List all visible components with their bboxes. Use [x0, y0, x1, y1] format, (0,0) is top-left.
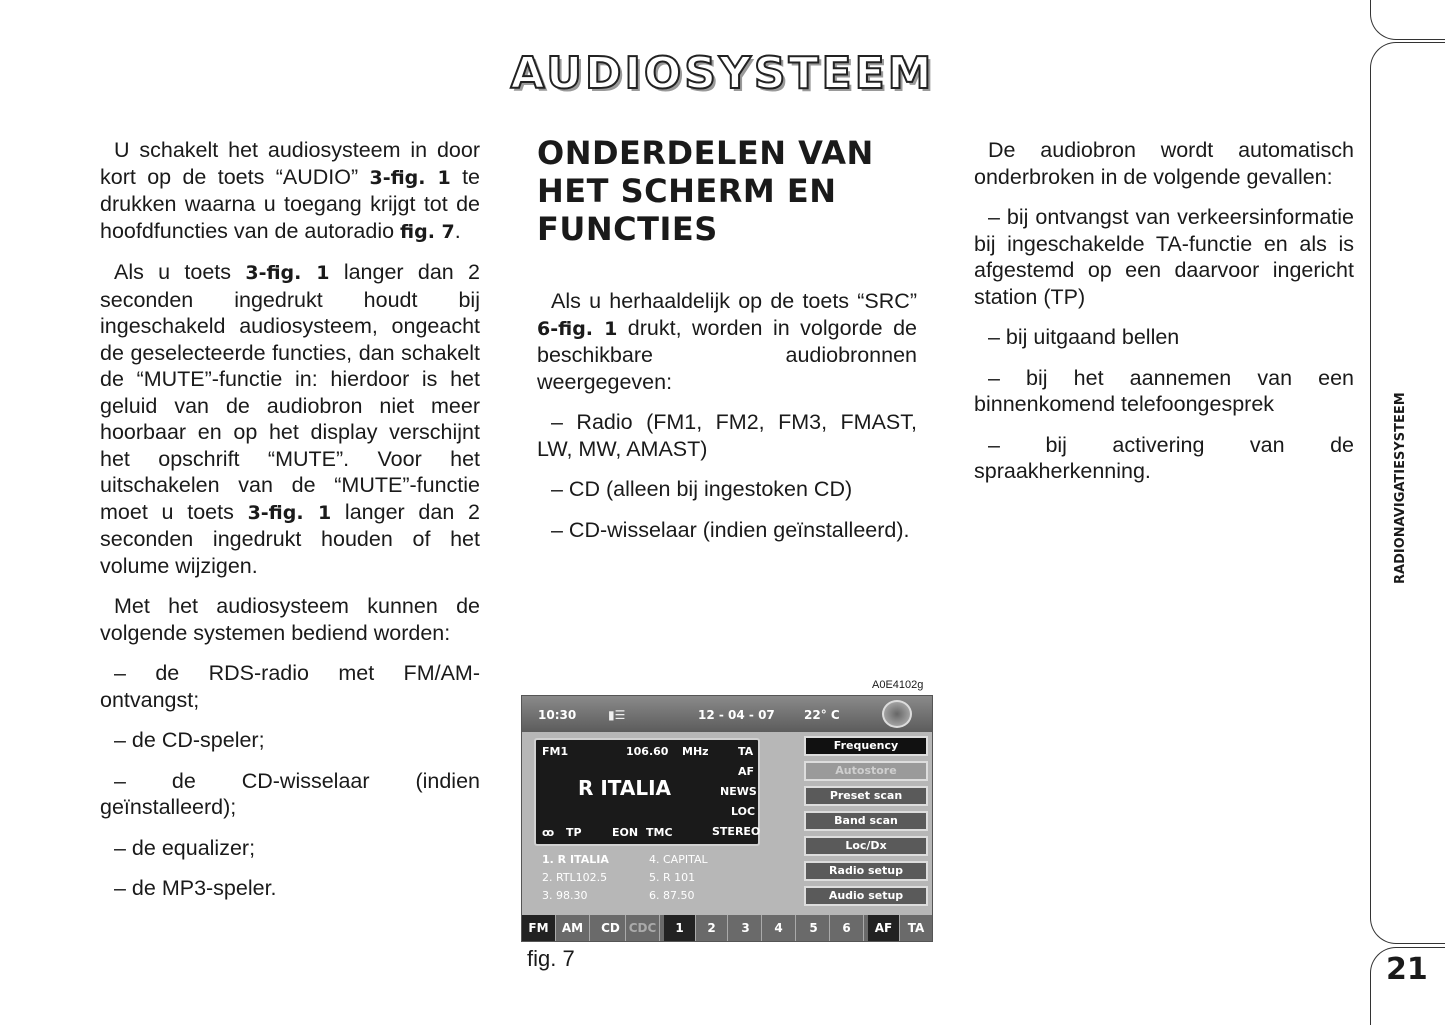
flag-stereo: STEREO — [712, 825, 761, 838]
preset-item[interactable]: 1. R ITALIA — [542, 853, 609, 866]
paragraph: U schakelt het audiosysteem in door kort op de toets “AUDIO” 3-fig. 1 te drukken waarna u toegang krijgt tot de hoofdfuncties van de autoradio fig. 7. — [100, 138, 481, 243]
list-item: – bij uitgaand bellen — [988, 325, 1180, 349]
tp-label: TP — [566, 826, 582, 839]
preset-item[interactable]: 6. 87.50 — [649, 889, 695, 902]
radio-screen-figure — [521, 695, 933, 942]
page-number: 21 — [1386, 952, 1428, 987]
autostore-button[interactable]: Autostore — [804, 761, 928, 781]
cd-button[interactable]: CD — [596, 915, 626, 941]
loc-dx-button[interactable]: Loc/Dx — [804, 836, 928, 856]
flag-af: AF — [738, 765, 755, 778]
ta-button[interactable]: TA — [907, 921, 925, 935]
tmc-label: TMC — [646, 826, 673, 839]
preset-item[interactable]: 2. RTL102.5 — [542, 871, 608, 884]
flag-ta: TA — [738, 745, 754, 758]
figure-caption: fig. 7 — [527, 946, 575, 971]
fm-button[interactable]: FM — [522, 915, 556, 941]
frequency-value: 106.60 — [626, 745, 669, 758]
figure-code: A0E4102g — [872, 679, 924, 691]
station-name: R ITALIA — [578, 776, 672, 800]
preset-scan-button[interactable]: Preset scan — [804, 786, 928, 806]
audio-setup-button[interactable]: Audio setup — [804, 886, 928, 906]
flag-news: NEWS — [720, 785, 757, 798]
preset-1-button[interactable]: 1 — [664, 915, 696, 941]
tp-icon: ꝏ — [542, 826, 555, 839]
list-item: – bij activering van de spraakherkenning. — [974, 432, 1354, 483]
list-item: – bij ontvangst van verkeersinformatie bij ingeschakelde TA-functie en als is afgestemd op een daarvoor ingericht station (TP) — [974, 205, 1354, 309]
preset-item[interactable]: 4. CAPITAL — [649, 853, 708, 866]
preset-item[interactable]: 5. R 101 — [649, 871, 696, 884]
speaker-icon — [882, 700, 912, 728]
am-button[interactable]: AM — [556, 915, 590, 941]
preset-item[interactable]: 3. 98.30 — [542, 889, 588, 902]
cdc-button[interactable]: CDC — [626, 915, 660, 941]
preset-6-button[interactable]: 6 — [830, 915, 864, 941]
list-item: – de CD-wisselaar (indien geïnstalleerd); — [100, 768, 480, 819]
frequency-button[interactable]: Frequency — [804, 736, 928, 756]
list-item: – bij het aannemen van een binnenkomend telefoongesprek — [974, 365, 1354, 416]
list-item: – de equalizer; — [114, 835, 256, 860]
paragraph: Met het audiosysteem kunnen de volgende systemen bediend worden: — [100, 594, 480, 645]
list-item: – Radio (FM1, FM2, FM3, FMAST, LW, MW, AMAST) — [537, 410, 917, 461]
preset-3-button[interactable]: 3 — [730, 915, 762, 941]
preset-5-button[interactable]: 5 — [798, 915, 830, 941]
radio-setup-button[interactable]: Radio setup — [804, 861, 928, 881]
clock: 10:30 — [538, 708, 577, 722]
band-label: FM1 — [542, 745, 569, 758]
eon-label: EON — [612, 826, 639, 839]
column-left — [100, 137, 480, 916]
source-bar — [522, 915, 932, 941]
af-button[interactable]: AF — [868, 915, 900, 941]
status-bar — [522, 696, 932, 732]
paragraph: De audiobron wordt automatisch onderbroken in de volgende gevallen: — [974, 138, 1354, 189]
band-scan-button[interactable]: Band scan — [804, 811, 928, 831]
column-middle — [537, 134, 917, 557]
preset-2-button[interactable]: 2 — [696, 915, 728, 941]
temperature: 22° C — [804, 708, 840, 722]
chapter-label: RADIONAVIGATIESYSTEEM — [1393, 392, 1408, 584]
section-heading: ONDERDELEN VAN HET SCHERM EN FUNCTIES — [537, 134, 874, 248]
list-item: – de MP3-speler. — [114, 876, 277, 900]
page-title: AUDIOSYSTEEM — [510, 48, 935, 99]
list-item: – de RDS-radio met FM/AM-ontvangst; — [100, 661, 480, 712]
phone-icon: ▮☰ — [608, 708, 626, 722]
tab-top — [1370, 0, 1445, 40]
paragraph: Als u toets 3-fig. 1 langer dan 2 seconden ingedrukt houdt bij ingeschakeld audiosysteem, ongeacht de geselecteerde functies, dan schakelt de “MUTE”-functie in: hierdoor is het geluid van de audiobron niet meer hoorbaar en op het display verschijnt het opschrift “MUTE”. Voor het uitschakelen van de “MUTE”-functie moet u toets 3-fig. 1 langer dan 2 seconden ingedrukt houden of het volume wijzigen. — [100, 260, 481, 578]
list-item: – CD-wisselaar (indien geïnstalleerd). — [551, 517, 910, 542]
tuner-display — [534, 738, 760, 846]
date: 12 - 04 - 07 — [698, 708, 775, 722]
flag-loc: LOC — [731, 805, 756, 818]
list-item: – de CD-speler; — [114, 728, 265, 752]
list-item: – CD (alleen bij ingestoken CD) — [551, 477, 853, 501]
preset-4-button[interactable]: 4 — [762, 915, 796, 941]
paragraph: Als u herhaaldelijk op de toets “SRC” 6-fig. 1 drukt, worden in volgorde de beschikbare audiobronnen weergegeven: — [537, 289, 917, 394]
column-right — [974, 137, 1354, 499]
frequency-unit: MHz — [682, 745, 709, 758]
